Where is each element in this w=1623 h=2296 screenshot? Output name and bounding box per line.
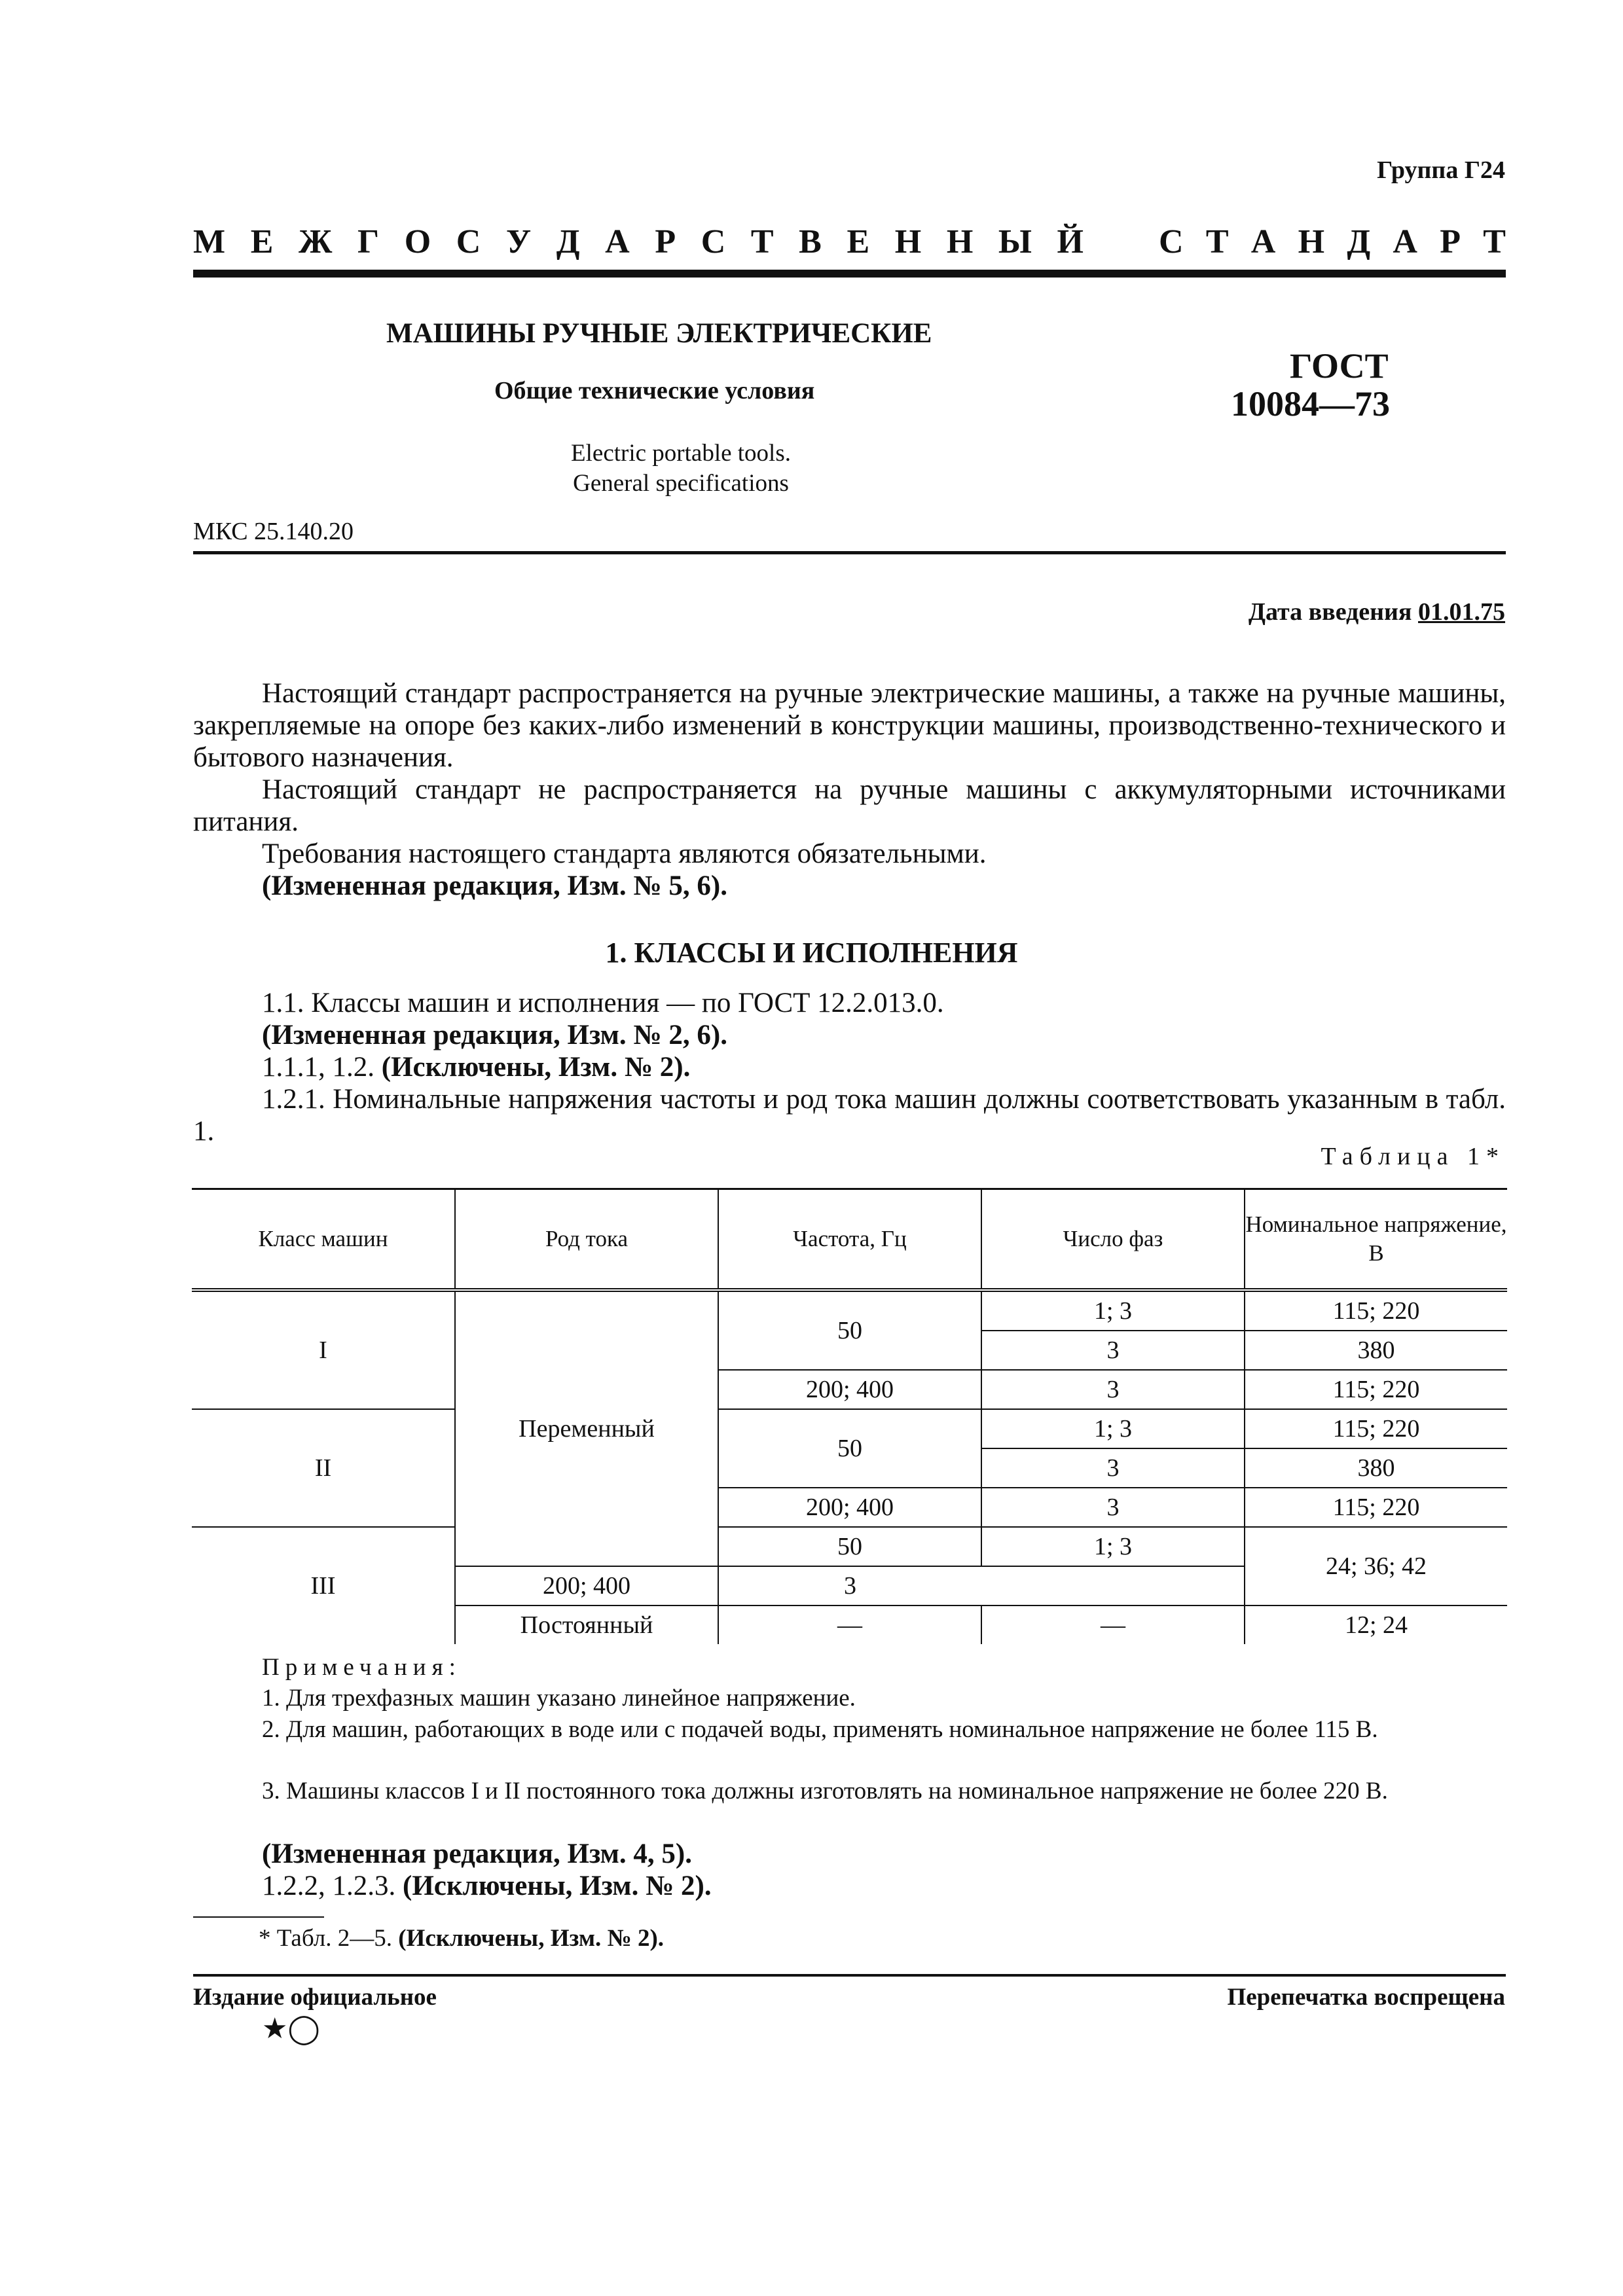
document-subtitle: Общие технические условия (494, 377, 815, 404)
clause-1-2-2-status: (Исключены, Изм. № 2). (403, 1871, 712, 1901)
mks-code: МКС 25.140.20 (193, 518, 354, 545)
banner-word-interstate (193, 223, 1084, 261)
intro-paragraph-1: Настоящий стандарт распространяется на ручные электрические машины, а также на ручные машины, закрепляемые на опоре без каких-либо изменений в конструкции машины, производственно-технического и бытового назначения. (193, 678, 1506, 773)
table-header-row (192, 1189, 1507, 1291)
voltage-cell: 115; 220 (1245, 1488, 1507, 1527)
banner-letter: Т (1205, 223, 1229, 260)
note-2: 2. Для машин, работающих в воде или с подачей воды, применять номинальное напряжение не более 115 В. (262, 1716, 1378, 1743)
banner-letter: Р (655, 223, 676, 260)
phases-cell: 3 (981, 1331, 1245, 1370)
phases-cell: 1; 3 (981, 1409, 1245, 1448)
table-row (192, 1409, 1507, 1448)
header-phases: Число фаз (981, 1189, 1245, 1291)
clause-1-1-1-number: 1.1.1, 1.2. (262, 1052, 382, 1083)
header-current: Род тока (455, 1189, 718, 1291)
frequency-cell: 200; 400 (718, 1370, 981, 1409)
gost-code: 10084—73 (1231, 384, 1390, 423)
banner-letter: Ж (299, 223, 333, 260)
current-cell: Переменный (455, 1290, 718, 1566)
banner-letter: Г (357, 223, 380, 260)
document-title: МАШИНЫ РУЧНЫЕ ЭЛЕКТРИЧЕСКИЕ (386, 318, 932, 349)
clause-1-1-amendment: (Измененная редакция, Изм. № 2, 6). (262, 1020, 727, 1050)
voltage-cell: 380 (1245, 1331, 1507, 1370)
header-voltage: Номинальное напряжение, В (1245, 1189, 1507, 1291)
section-heading: 1. КЛАССЫ И ИСПОЛНЕНИЯ (605, 937, 1018, 969)
standard-banner (193, 223, 1506, 261)
banner-letter: А (605, 223, 630, 260)
footnote-status: (Исключены, Изм. № 2). (398, 1925, 665, 1952)
footnote (259, 1924, 664, 1952)
phases-cell: 1; 3 (981, 1527, 1245, 1566)
banner-letter: У (505, 223, 532, 260)
footnote-rule (193, 1916, 324, 1918)
table-caption: Таблица 1* (1321, 1143, 1505, 1170)
header-frequency: Частота, Гц (718, 1189, 981, 1291)
intro-paragraph-3: Требования настоящего стандарта являются обязательными. (262, 838, 987, 869)
frequency-cell: 200; 400 (455, 1566, 718, 1605)
banner-letter: Е (847, 223, 870, 260)
banner-letter: Т (1483, 223, 1506, 260)
banner-letter: О (404, 223, 431, 260)
clause-1-2-2 (193, 1870, 1506, 1902)
introduction-date (1249, 598, 1505, 626)
clause-1-2-2-number: 1.2.2, 1.2.3. (262, 1871, 403, 1901)
title-block-rule (193, 551, 1506, 554)
frequency-cell: 50 (718, 1409, 981, 1488)
table-row (192, 1527, 1507, 1566)
clause-1-1: 1.1. Классы машин и исполнения — по ГОСТ 12.2.013.0. (262, 988, 944, 1018)
reprint-notice: Перепечатка воспрещена (1227, 1984, 1505, 2011)
voltage-cell: 115; 220 (1245, 1370, 1507, 1409)
frequency-cell: 50 (718, 1527, 981, 1566)
note-1: 1. Для трехфазных машин указано линейное напряжение. (262, 1685, 856, 1712)
banner-letter: Н (894, 223, 922, 260)
phases-cell: 3 (981, 1370, 1245, 1409)
english-title (550, 439, 812, 499)
edition-label: Издание официальное (193, 1984, 437, 2011)
voltage-cell: 24; 36; 42 (1245, 1527, 1507, 1605)
banner-letter: Н (1298, 223, 1325, 260)
note-3: 3. Машины классов I и II постоянного тока должны изготовлять на номинальное напряжение не более 220 В. (262, 1778, 1388, 1804)
banner-letter: Н (946, 223, 974, 260)
voltage-table (192, 1188, 1507, 1644)
table-row (192, 1290, 1507, 1331)
banner-word-standard (1159, 223, 1506, 261)
class-cell: II (192, 1409, 455, 1527)
banner-letter: Р (1440, 223, 1461, 260)
banner-letter: Д (1347, 223, 1371, 260)
group-code: Группа Г24 (1377, 156, 1505, 184)
header-class: Класс машин (192, 1189, 455, 1291)
english-title-line2: General specifications (573, 470, 789, 497)
date-value: 01.01.75 (1418, 598, 1505, 626)
frequency-cell: 200; 400 (718, 1488, 981, 1527)
banner-letter: С (1159, 223, 1184, 260)
banner-letter: А (1250, 223, 1276, 260)
voltage-cell: 115; 220 (1245, 1409, 1507, 1448)
frequency-cell: 50 (718, 1290, 981, 1370)
phases-cell: 3 (981, 1448, 1245, 1488)
notes-amendment: (Измененная редакция, Изм. 4, 5). (262, 1839, 692, 1869)
phases-cell: 1; 3 (981, 1290, 1245, 1331)
notes-title: Примечания: (262, 1654, 462, 1681)
gost-number (1231, 347, 1525, 423)
frequency-cell: — (718, 1605, 981, 1644)
current-cell: Постоянный (455, 1605, 718, 1644)
clause-1-1-1 (193, 1051, 1506, 1083)
star-circle-marks: ★◯ (262, 2013, 320, 2045)
phases-cell: — (981, 1605, 1245, 1644)
footer-rule (193, 1974, 1506, 1977)
footnote-ref: * Табл. 2—5. (259, 1925, 399, 1952)
voltage-cell: 115; 220 (1245, 1290, 1507, 1331)
banner-letter: Е (250, 223, 274, 260)
intro-amendment: (Измененная редакция, Изм. № 5, 6). (262, 870, 727, 901)
banner-letter: М (193, 223, 226, 260)
class-cell: III (192, 1527, 455, 1644)
banner-letter: А (1393, 223, 1417, 260)
clause-1-1-1-status: (Исключены, Изм. № 2). (381, 1052, 691, 1083)
gost-label: ГОСТ (1290, 346, 1389, 386)
clause-1-2-1: 1.2.1. Номинальные напряжения частоты и род тока машин должны соответствовать указанным в табл. 1. (193, 1084, 1506, 1147)
banner-letter: Й (1057, 223, 1084, 260)
phases-cell: 3 (981, 1488, 1245, 1527)
intro-paragraph-2: Настоящий стандарт не распространяется на ручные машины с аккумуляторными источниками питания. (193, 774, 1506, 837)
voltage-cell: 12; 24 (1245, 1605, 1507, 1644)
banner-letter: Ы (998, 223, 1032, 260)
banner-letter: С (701, 223, 726, 260)
phases-cell: 3 (718, 1566, 981, 1605)
banner-letter: Т (750, 223, 774, 260)
date-label: Дата введения (1248, 598, 1418, 626)
header-rule (193, 270, 1506, 278)
english-title-line1: Electric portable tools. (571, 440, 791, 467)
banner-letter: С (456, 223, 481, 260)
class-cell: I (192, 1290, 455, 1409)
banner-letter: В (799, 223, 822, 260)
banner-letter: Д (556, 223, 580, 260)
voltage-cell: 380 (1245, 1448, 1507, 1488)
